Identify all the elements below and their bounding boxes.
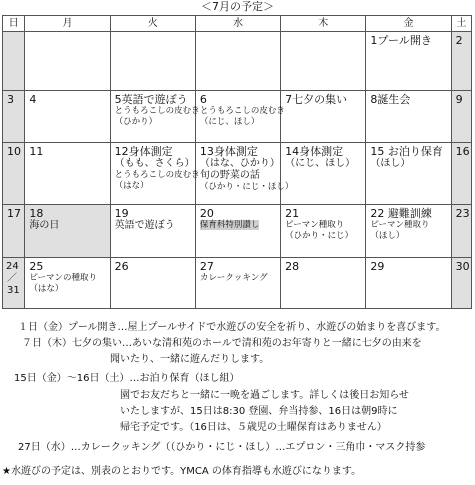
day-cell (451, 143, 471, 205)
day-cell (366, 205, 451, 258)
day-number: 21 (285, 207, 300, 220)
day-cell (25, 91, 110, 143)
day-cell (195, 91, 285, 143)
day-cell (110, 32, 195, 91)
day-number: 2 (455, 34, 463, 47)
note-line: １日（金）プール開き…屋上プールサイドで水遊びの安全を祈り、水遊びの始まりを喜びます。 (18, 322, 446, 333)
day-label: 13身体測定 (199, 145, 258, 158)
day-label: 8誕生会 (370, 93, 411, 106)
day-cell (195, 143, 294, 205)
day-cell (110, 91, 200, 143)
note-line: 15日（金）～16日（土）…お泊り保育（ほし組） (14, 373, 240, 384)
event-text: 英語で遊ぼう (114, 220, 175, 231)
day-cell (281, 205, 366, 258)
day-cell (110, 143, 200, 205)
day-cell (281, 143, 366, 205)
day-cell (451, 258, 471, 309)
weekday-fri: 金 (366, 16, 451, 32)
day-number: 10 (7, 145, 21, 158)
day-number: 19 (114, 207, 129, 220)
event-text: （にじ、ほし） (199, 117, 260, 127)
day-label: 7七夕の集い (285, 93, 348, 106)
day-number: 3 (7, 93, 14, 106)
day-cell (25, 143, 110, 205)
day-cell (281, 91, 366, 143)
day-number: 25 (29, 260, 44, 273)
event-text: （にじ、ほし） (285, 158, 356, 169)
event-text: （ほし） (370, 231, 405, 241)
note-line: 園でお友だちと一緒に一晩を過ごします。詳しくは後日お知らせ (120, 390, 409, 401)
day-cell (110, 205, 195, 258)
day-number: 17 (7, 207, 21, 220)
day-cell (3, 205, 25, 258)
event-text: とうもろこしの皮むき (114, 170, 200, 180)
day-number: 27 (199, 260, 214, 273)
day-cell (195, 32, 280, 91)
day-number: 9 (455, 93, 463, 106)
weekday-sun: 日 (3, 16, 25, 32)
week-row (3, 91, 472, 143)
event-text: ピーマン種取り (285, 220, 345, 230)
day-number: 28 (285, 260, 300, 273)
note-line: 27日（水）…カレークッキング（（ひかり・にじ・ほし）…エプロン・三角巾・マスク持参 (18, 442, 426, 453)
event-text: （ひかり） (114, 117, 158, 127)
event-text: ピーマン種取り (370, 220, 430, 230)
day-cell (195, 205, 280, 258)
day-number: 31 (7, 285, 20, 296)
note-line: いたしますが、15日は8:30 登園、弁当持参、16日は朝9時に (120, 406, 398, 417)
note-line: 聞いたり、一緒に遊んだりします。 (110, 354, 270, 365)
day-cell (366, 258, 451, 309)
holiday-label: 海の日 (29, 220, 60, 231)
day-label: 15 お泊り保育 (370, 145, 443, 158)
day-label: 12身体測定 (114, 145, 173, 158)
event-text: （ひかり・にじ） (285, 231, 354, 241)
day-cell (110, 258, 195, 309)
event-text: （ひかり・にじ・ほし） (199, 182, 294, 192)
day-label: 22 避難訓練 (370, 207, 432, 220)
day-cell (451, 91, 471, 143)
day-number: 29 (370, 260, 385, 273)
day-number: 20 (199, 207, 214, 220)
event-text: （はな） (29, 284, 64, 294)
day-number: 23 (455, 207, 470, 220)
note-line: ７日（木）七夕の集い…あいな清和苑のホールで清和苑のお年寄りと一緒に七夕の由来を (22, 338, 422, 349)
day-label: 5英語で遊ぼう (114, 93, 188, 106)
note-line: 帰宅予定です。（16日は、５歳児の土曜保育はありません） (120, 422, 387, 433)
weekday-mon: 月 (25, 16, 110, 32)
week-row (3, 205, 472, 258)
event-text: （もも、さくら） (114, 158, 195, 169)
day-cell (366, 91, 451, 143)
weekday-thu: 木 (281, 16, 366, 32)
day-number: 24 (6, 261, 19, 272)
event-text: 保育科特別讃し (199, 220, 260, 230)
calendar-title: ＜7月の予定＞ (201, 0, 274, 13)
weekday-header-row (3, 16, 472, 32)
day-cell (3, 91, 25, 143)
week-row (3, 32, 472, 91)
weekday-sat: 土 (451, 16, 471, 32)
note-line: ★水遊びの予定は、別表のとおりです。YMCA の体育指導も水遊びになります。 (2, 466, 362, 477)
day-cell (281, 32, 366, 91)
day-cell (281, 258, 366, 309)
day-cell (25, 32, 110, 91)
day-cell (3, 32, 25, 91)
day-number: 11 (29, 145, 44, 158)
weekday-tue: 火 (110, 16, 195, 32)
day-number: 26 (114, 260, 129, 273)
event-text: カレークッキング (199, 273, 268, 283)
event-text: とうもろこしの皮むき (114, 106, 200, 116)
day-label: 1プール開き (370, 34, 432, 47)
day-number: 18 (29, 207, 44, 220)
day-cell (25, 258, 110, 309)
event-text: （はな、ひかり） (199, 158, 280, 169)
day-cell (3, 143, 25, 205)
day-cell (366, 143, 451, 205)
day-number: 6 (199, 93, 207, 106)
event-text: （はな） (114, 181, 149, 191)
week-row (3, 258, 472, 309)
week-row (3, 143, 472, 205)
event-text: 旬の野菜の話 (199, 170, 260, 181)
day-cell (451, 205, 471, 258)
weekday-wed: 水 (195, 16, 280, 32)
monthly-calendar (2, 15, 472, 309)
day-cell (451, 32, 471, 91)
event-text: ピーマンの種取り (29, 273, 97, 283)
day-label: 14身体測定 (285, 145, 344, 158)
day-cell (25, 205, 110, 258)
day-number: 4 (29, 93, 37, 106)
event-text: （ほし） (370, 158, 411, 169)
day-cell (3, 258, 25, 309)
day-number: 16 (455, 145, 470, 158)
day-cell (366, 32, 451, 91)
event-text: とうもろこしの皮むき (199, 106, 285, 116)
day-separator: ／ (7, 273, 17, 284)
day-number: 30 (455, 260, 470, 273)
day-cell (195, 258, 280, 309)
